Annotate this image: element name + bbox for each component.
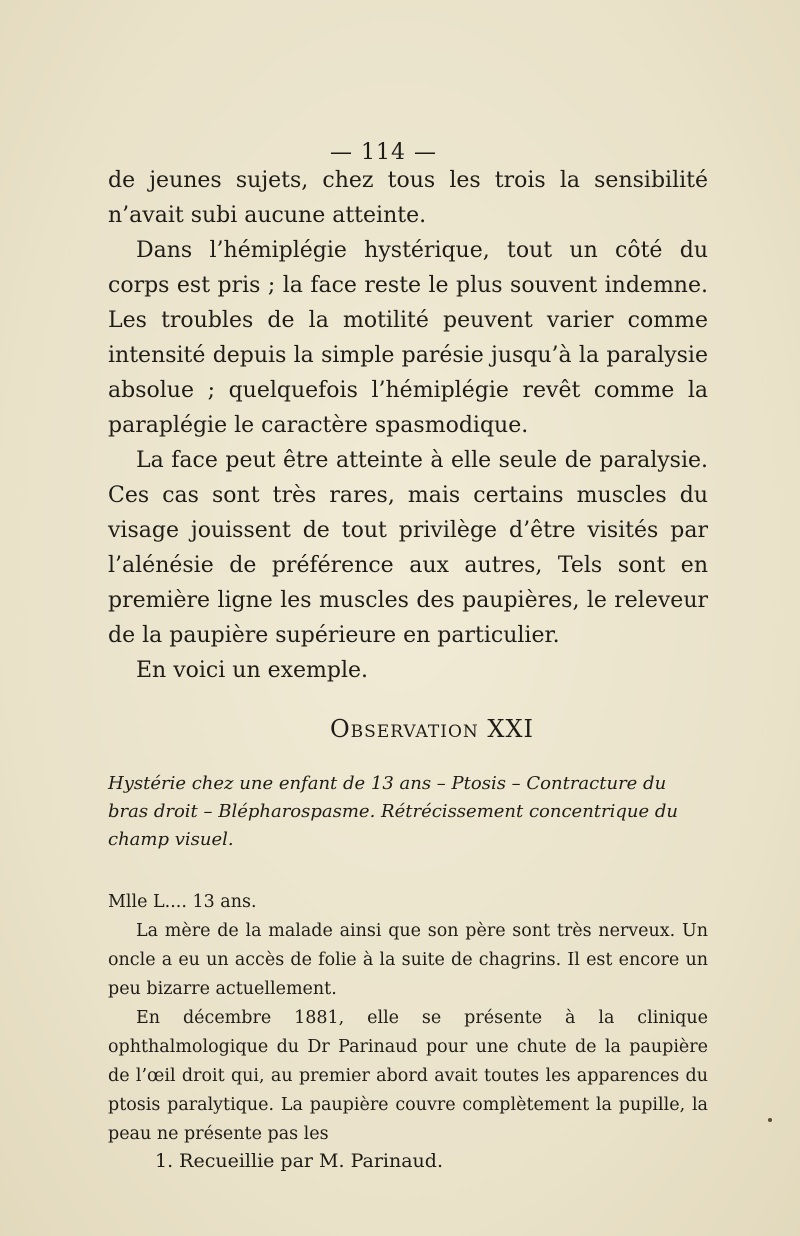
paragraph: La face peut être atteinte à elle seule de paralysie. Ces cas sont très rares, mais certains muscles du visage jouissent de tout privilège d’être visités par l’alénésie de préférence aux autres, Tels sont en première ligne les muscles des paupières, le releveur de la paupière supérieure en particulier. [108,448,708,648]
footnote: 1. Recueillie par M. Parinaud. [155,1150,443,1172]
case-line: Mlle L.... 13 ans. [108,892,257,912]
page-number: — 114 — [330,140,437,165]
paragraph: En voici un exemple. [136,658,369,683]
case-text [108,888,708,1149]
paragraph: de jeunes sujets, chez tous les trois la sensibilité n’avait subi aucune atteinte. [108,168,708,228]
body-text [108,163,708,688]
case-paragraph: En décembre 1881, elle se présente à la clinique ophthalmologique du Dr Parinaud pour une chute de la paupière de l’œil droit qui, au premier abord avait toutes les apparences du ptosis paralytique. La paupière couvre complètement la pupille, la peau ne présente pas les [108,1008,708,1144]
observation-subtitle: Hystérie chez une enfant de 13 ans – Ptosis – Contracture du bras droit – Blépharospasme. Rétrécissement concentrique du champ visuel. [108,773,678,850]
paper-speck [768,1118,772,1122]
case-paragraph: La mère de la malade ainsi que son père sont très nerveux. Un oncle a eu un accès de folie à la suite de chagrins. Il est encore un peu bizarre actuellement. [108,921,708,999]
paragraph: Dans l’hémiplégie hystérique, tout un côté du corps est pris ; la face reste le plus souvent indemne. Les troubles de la motilité peuvent varier comme intensité depuis la simple parésie jusqu’à la paralysie absolue ; quelquefois l’hémiplégie revêt comme la paraplégie le caractère spasmodique. [108,238,708,438]
observation-heading: Observation XXI [330,715,535,743]
